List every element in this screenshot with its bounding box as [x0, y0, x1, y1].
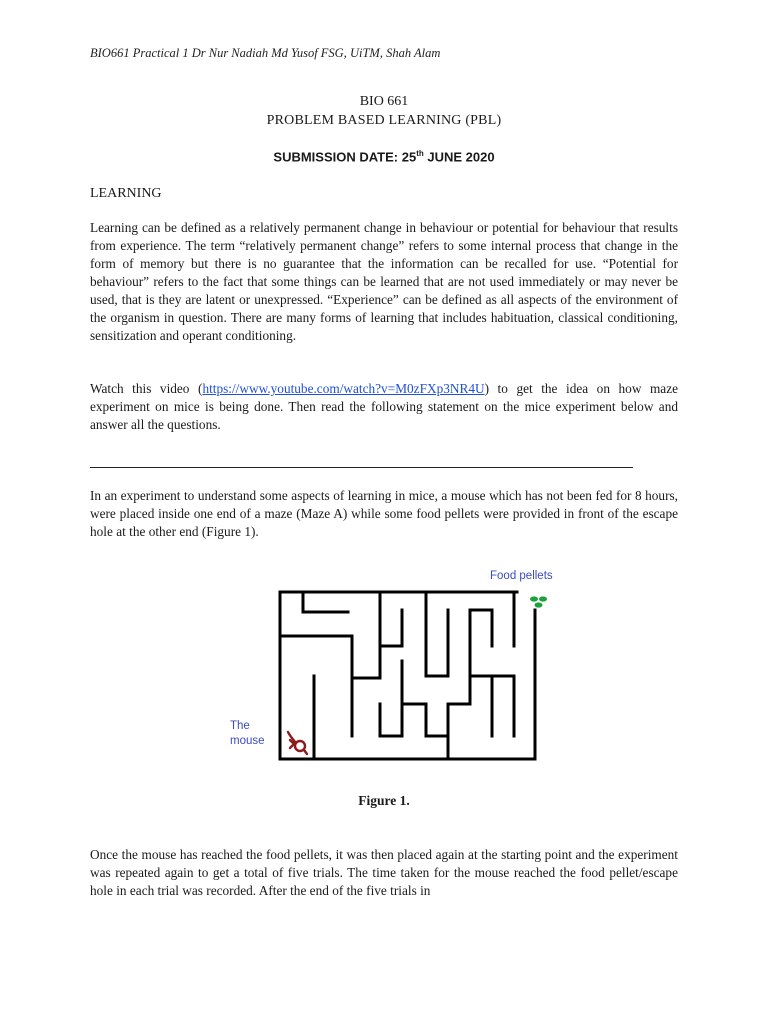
course-title: PROBLEM BASED LEARNING (PBL)	[266, 113, 502, 128]
mouse-icon	[288, 732, 307, 754]
mouse-label-line2: mouse	[230, 735, 265, 747]
running-header: BIO661 Practical 1 Dr Nur Nadiah Md Yusof FSG, UiTM, Shah Alam	[90, 46, 441, 60]
food-pellet	[539, 596, 547, 601]
food-pellets-label: Food pellets	[490, 570, 553, 582]
section-heading: LEARNING	[90, 186, 162, 201]
video-text-after: ) to get the idea on how maze experiment on mice is being done. Then read the following statement on the mice experiment below and answer all the questions.	[90, 381, 679, 432]
experiment-paragraph: In an experiment to understand some aspects of learning in mice, a mouse which has not been fed for 8 hours, were placed inside one end of a maze (Maze A) while some food pellets were provided in front of the escape hole at the other end (Figure 1).	[90, 488, 678, 539]
submission-date	[0, 149, 768, 164]
video-paragraph	[90, 380, 678, 434]
submission-ordinal: th	[416, 149, 424, 158]
food-pellets-icon	[530, 596, 547, 607]
video-link[interactable]: https://www.youtube.com/watch?v=M0zFXp3NR4U	[202, 381, 485, 396]
trials-paragraph: Once the mouse has reached the food pellets, it was then placed again at the starting point and the experiment was repeated again to get a total of five trials. The time taken for the mouse reached the food pellet/escape hole in each trial was recorded. After the end of the five trials in	[90, 847, 678, 898]
learning-paragraph: Learning can be defined as a relatively permanent change in behaviour or potential for behaviour that results from experience. The term “relatively permanent change” refers to some internal process that change in the form of memory but there is no guarantee that the information can be recalled for use. “Potential for behaviour” refers to the fact that some things can be learned that are not used immediately or may never be used, that is they are latent or unexpressed. “Experience” can be defined as all aspects of the environment of the organism in question. There are many forms of learning that includes habituation, classical conditioning, sensitization and operant conditioning.	[90, 220, 678, 343]
mouse-label	[230, 719, 265, 749]
mouse-leg	[304, 750, 307, 754]
maze-figure	[270, 586, 560, 766]
video-text-before: Watch this video (	[90, 381, 203, 396]
horizontal-rule	[90, 467, 633, 468]
food-pellet	[535, 602, 543, 607]
figure-caption: Figure 1.	[358, 793, 410, 808]
food-pellet	[530, 596, 538, 601]
course-code: BIO 661	[359, 94, 409, 109]
mouse-label-line1: The	[230, 720, 250, 732]
submission-prefix: SUBMISSION DATE: 25	[273, 149, 417, 165]
submission-rest: JUNE 2020	[423, 149, 495, 165]
